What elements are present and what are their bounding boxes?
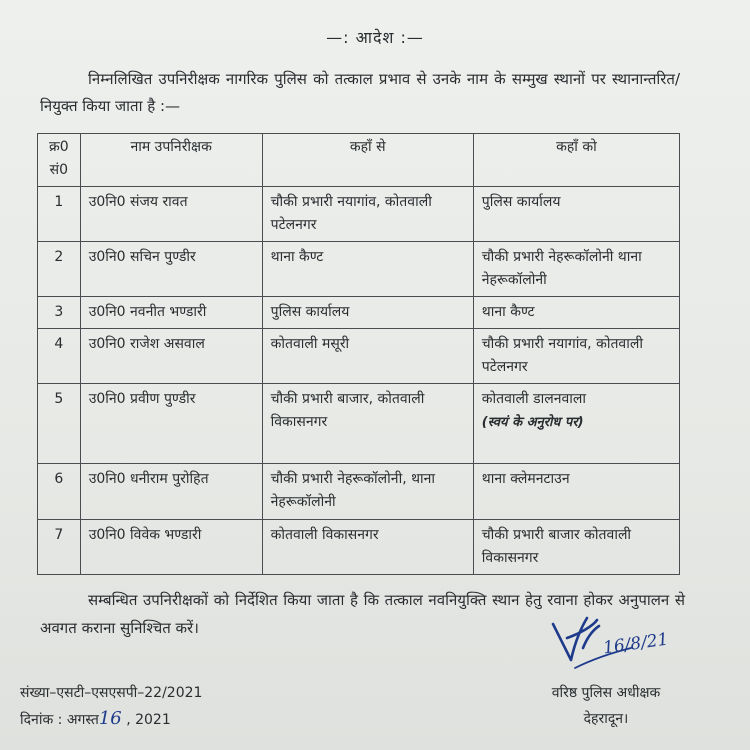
cell-from [262, 242, 473, 297]
cell-from-text: पुलिस कार्यालय [270, 304, 350, 320]
header-name: नाम उपनिरीक्षक [80, 134, 262, 187]
cell-serial [38, 242, 81, 297]
cell-to-text: थाना क्लेमनटाउन [481, 471, 570, 487]
cell-to [473, 329, 679, 384]
cell-name-text: उ0नि0 विवेक भण्डारी [88, 527, 202, 543]
cell-serial-text: 3 [54, 304, 64, 320]
cell-serial-text: 2 [54, 249, 64, 265]
cell-name-text: उ0नि0 सचिन पुण्डीर [88, 249, 196, 265]
table-row [38, 464, 680, 520]
closing-paragraph: सम्बन्धित उपनिरीक्षकों को निर्देशित किया जाता है कि तत्काल नवनियुक्ति स्थान हेतु रवाना होकर अनुपालन से अवगत कराना सुनिश्चित करें। [40, 591, 685, 637]
cell-serial [38, 329, 81, 384]
table-row [38, 329, 680, 384]
reference-date [20, 706, 202, 733]
signatory-block [506, 680, 706, 732]
cell-from-text: कोतवाली मसूरी [270, 336, 350, 352]
cell-name [80, 187, 262, 242]
table-row [38, 384, 680, 464]
reference-number: संख्या–एसटी–एसएसपी–22/2021 [20, 685, 203, 701]
cell-name [80, 329, 262, 384]
intro-paragraph: निम्नलिखित उपनिरीक्षक नागरिक पुलिस को तत्काल प्रभाव से उनके नाम के सम्मुख स्थानों पर स्थानान्तरित/नियुक्त किया जाता है :— [40, 70, 680, 115]
transfer-table [37, 133, 680, 575]
table-row [38, 242, 680, 297]
cell-to-text: कोतवाली डालनवाला [481, 391, 587, 407]
cell-from [262, 384, 473, 464]
cell-from [262, 187, 473, 242]
cell-serial-text: 1 [54, 194, 64, 210]
cell-from-text: चौकी प्रभारी नयागांव, कोतवाली पटेलनगर [270, 194, 432, 233]
cell-to-text: चौकी प्रभारी बाजार कोतवाली विकासनगर [481, 527, 632, 566]
cell-to [473, 187, 679, 242]
cell-serial [38, 187, 81, 242]
cell-from-text: कोतवाली विकासनगर [270, 527, 379, 543]
table-header-row [38, 134, 680, 187]
cell-name [80, 520, 262, 575]
table-row [38, 187, 680, 242]
cell-from-text: थाना कैण्ट [270, 249, 324, 265]
cell-from [262, 520, 473, 575]
document-heading: —: आदेश :— [326, 28, 424, 47]
signature-date-handwritten: 16/8/21 [601, 629, 670, 659]
cell-serial-text: 6 [54, 471, 64, 487]
cell-serial [38, 384, 81, 464]
cell-serial-text: 4 [54, 336, 64, 352]
cell-to [473, 297, 679, 329]
cell-from [262, 297, 473, 329]
cell-note: (स्वयं के अनुरोध पर) [481, 415, 584, 430]
cell-serial [38, 297, 81, 329]
date-suffix: , 2021 [126, 712, 171, 728]
cell-to-text: थाना कैण्ट [481, 304, 535, 320]
cell-to [473, 242, 679, 297]
cell-to [473, 520, 679, 575]
table-row [38, 520, 680, 575]
cell-name-text: उ0नि0 संजय रावत [88, 194, 188, 210]
cell-to-text: चौकी प्रभारी नयागांव, कोतवाली पटेलनगर [481, 336, 643, 375]
cell-to [473, 384, 679, 464]
cell-to-text: पुलिस कार्यालय [481, 194, 561, 210]
cell-from [262, 464, 473, 520]
signatory-designation: वरिष्ठ पुलिस अधीक्षक [551, 685, 661, 701]
table-row [38, 297, 680, 329]
cell-name [80, 464, 262, 520]
cell-name [80, 297, 262, 329]
cell-name [80, 242, 262, 297]
cell-from-text: चौकी प्रभारी नेहरूकॉलोनी, थाना नेहरूकॉलोनी [270, 471, 436, 510]
cell-name-text: उ0नि0 नवनीत भण्डारी [88, 304, 207, 320]
cell-to-text: चौकी प्रभारी नेहरूकॉलोनी थाना नेहरूकॉलोनी [481, 249, 642, 288]
cell-name [80, 384, 262, 464]
date-prefix: दिनांक : अगस्त [20, 712, 99, 728]
cell-serial [38, 464, 81, 520]
header-to: कहाँ को [473, 134, 679, 187]
cell-serial [38, 520, 81, 575]
cell-serial-text: 7 [54, 527, 64, 543]
cell-name-text: उ0नि0 राजेश असवाल [88, 336, 205, 352]
reference-block [20, 680, 202, 733]
cell-serial-text: 5 [54, 391, 64, 407]
date-day-handwritten: 16 [98, 708, 122, 729]
cell-name-text: उ0नि0 धनीराम पुरोहित [88, 471, 209, 487]
header-from: कहाँ से [262, 134, 473, 187]
cell-to [473, 464, 679, 520]
cell-name-text: उ0नि0 प्रवीण पुण्डीर [88, 391, 196, 407]
header-serial: क्र0 सं0 [38, 134, 81, 187]
cell-from [262, 329, 473, 384]
cell-from-text: चौकी प्रभारी बाजार, कोतवाली विकासनगर [270, 391, 425, 430]
signatory-place: देहरादून। [583, 711, 629, 727]
